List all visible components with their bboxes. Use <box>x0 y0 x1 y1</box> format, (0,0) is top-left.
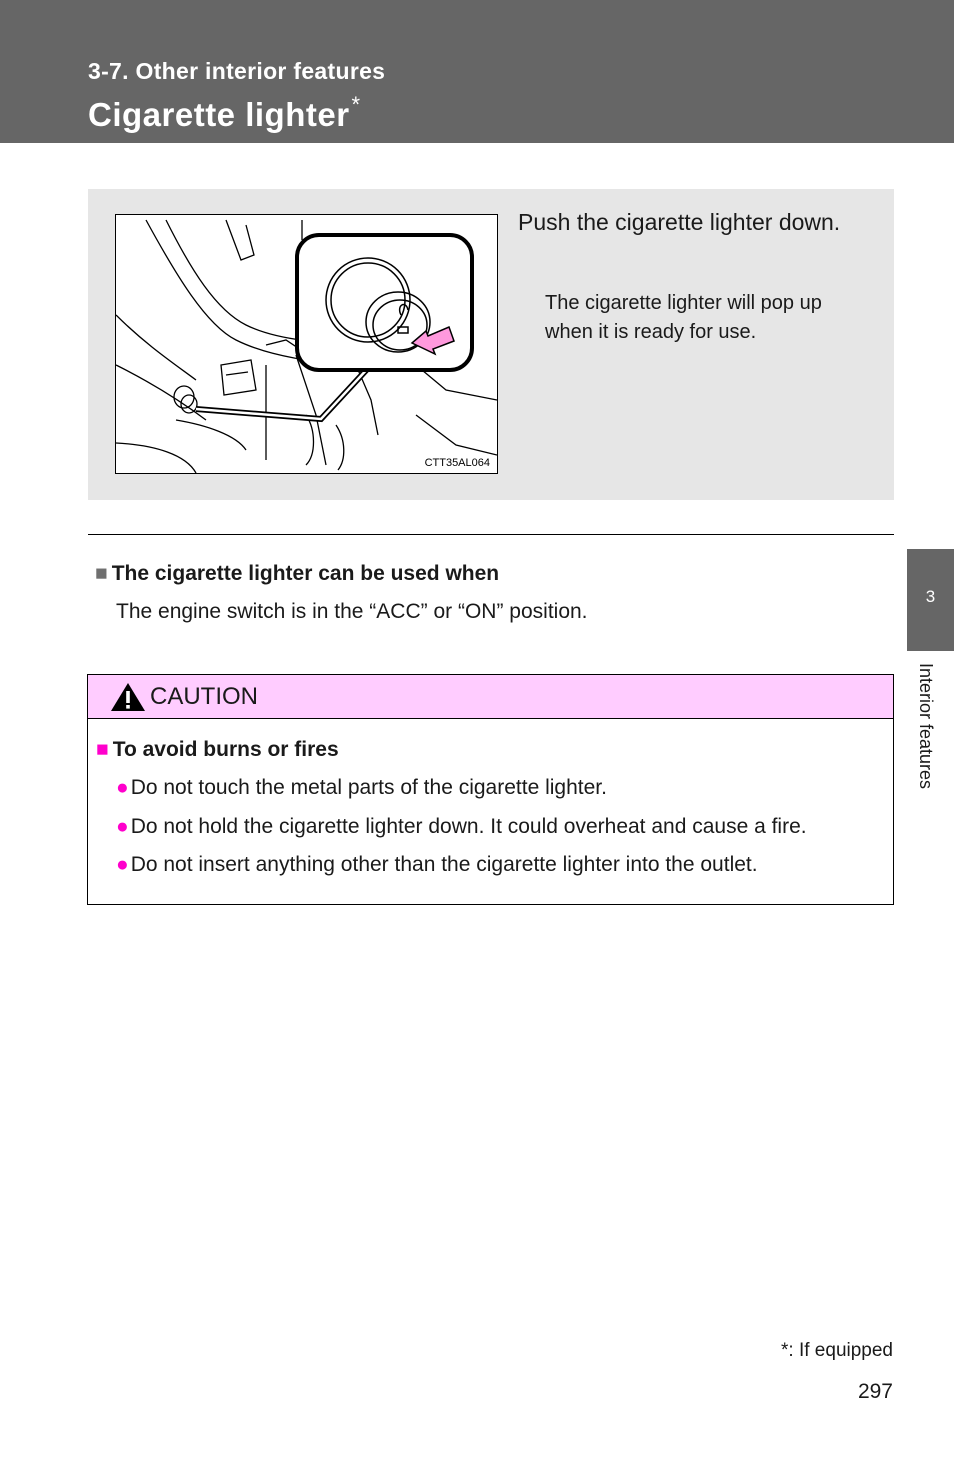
illustration-frame <box>115 214 498 474</box>
caution-item <box>116 815 807 839</box>
caution-header <box>88 675 893 719</box>
illustration-code: CTT35AL064 <box>424 457 490 469</box>
chapter-tab[interactable] <box>907 549 954 651</box>
instruction-note: The cigarette lighter will pop up when it is ready for use. <box>545 292 822 343</box>
bullet-dot-icon: ● <box>116 853 129 876</box>
caution-heading <box>96 738 339 762</box>
caution-item-text: Do not hold the cigarette lighter down. It could overheat and cause a fire. <box>130 815 807 838</box>
instruction-text: Push the cigarette lighter down. <box>518 209 841 235</box>
caution-item <box>116 853 758 877</box>
caution-item-text: Do not insert anything other than the cigarette lighter into the outlet. <box>130 853 758 876</box>
page-title-text: Cigarette lighter <box>88 96 350 133</box>
caution-heading-text: To avoid burns or fires <box>112 738 339 761</box>
usage-note-body: The engine switch is in the “ACC” or “ON” position. <box>116 600 588 623</box>
page-header <box>0 0 954 143</box>
bullet-dot-icon: ● <box>116 815 129 838</box>
caution-item <box>116 776 607 800</box>
square-bullet-icon: ■ <box>95 562 108 585</box>
caution-box <box>87 674 894 905</box>
chapter-number: 3 <box>925 587 936 606</box>
caution-item-text: Do not touch the metal parts of the cigarette lighter. <box>130 776 607 799</box>
section-divider <box>88 534 894 535</box>
page-title <box>88 92 361 134</box>
chapter-label: Interior features <box>916 663 936 790</box>
footnote: *: If equipped <box>781 1340 893 1361</box>
square-bullet-icon: ■ <box>96 738 109 761</box>
caution-label: CAUTION <box>150 683 258 710</box>
bullet-dot-icon: ● <box>116 776 129 799</box>
warning-icon <box>110 682 146 712</box>
illustration-panel <box>88 189 894 500</box>
if-equipped-marker: * <box>351 92 361 117</box>
page-number: 297 <box>857 1380 893 1403</box>
cigarette-lighter-illustration <box>116 215 497 473</box>
usage-note-heading <box>95 562 499 586</box>
section-label: 3-7. Other interior features <box>88 58 386 84</box>
usage-note-heading-text: The cigarette lighter can be used when <box>111 562 500 585</box>
